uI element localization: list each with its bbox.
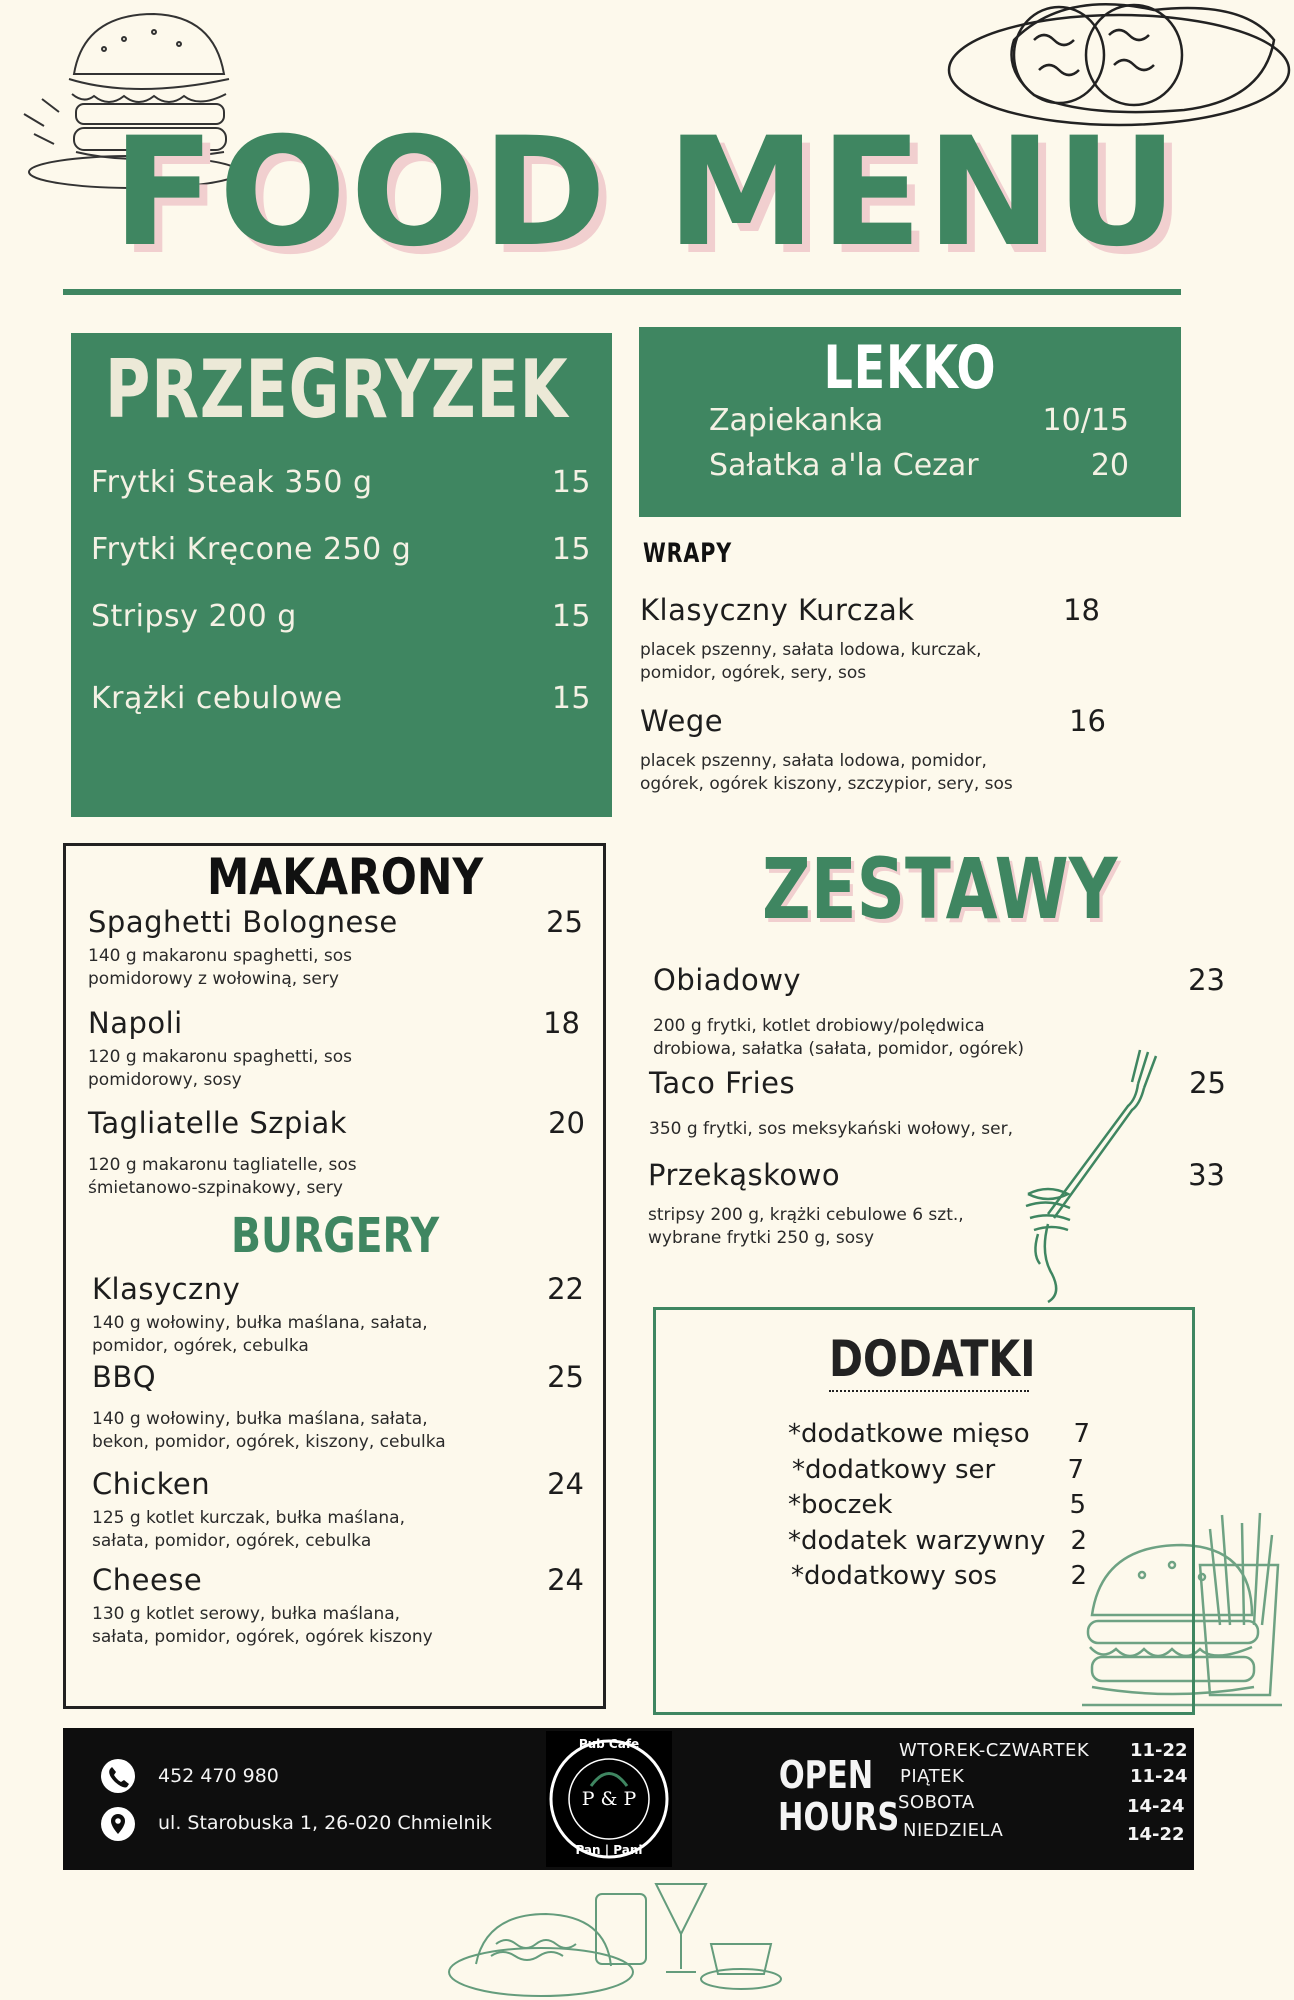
makarony-heading: MAKARONY <box>207 848 484 906</box>
food-plates-illustration <box>446 1874 786 2000</box>
logo-bottom-text: Pan | Pani <box>575 1843 643 1857</box>
lekko-heading: LEKKO <box>823 333 997 403</box>
menu-item <box>92 1360 584 1454</box>
item-price: 22 <box>547 1272 584 1306</box>
menu-item <box>88 905 583 991</box>
menu-item <box>791 1561 1087 1591</box>
item-name: Wege <box>640 704 724 738</box>
phone-number[interactable]: 452 470 980 <box>158 1765 279 1787</box>
item-name: Tagliatelle Szpiak <box>88 1106 348 1140</box>
item-price: 15 <box>551 532 591 567</box>
item-name: *dodatkowy sos <box>791 1561 997 1591</box>
item-name: Krążki cebulowe <box>91 681 343 716</box>
item-name: *boczek <box>788 1490 893 1520</box>
item-price: 20 <box>1090 448 1129 483</box>
item-price: 7 <box>1073 1419 1090 1449</box>
item-desc: 140 g makaronu spaghetti, sos <box>88 946 353 966</box>
item-price: 25 <box>1189 1066 1226 1100</box>
menu-item <box>709 448 1129 483</box>
burger-fries-illustration <box>1082 1505 1282 1715</box>
menu-item <box>88 1006 580 1092</box>
menu-item <box>92 1272 584 1358</box>
item-name: BBQ <box>92 1360 157 1394</box>
item-price: 23 <box>1188 963 1225 997</box>
item-desc: drobiowa, sałatka (sałata, pomidor, ogórek) <box>653 1039 1025 1059</box>
location-pin-icon <box>101 1807 135 1841</box>
item-name: Spaghetti Bolognese <box>88 905 398 939</box>
lekko-panel <box>639 327 1181 517</box>
przegryzek-heading: PRZEGRYZEK <box>105 343 569 436</box>
menu-item <box>788 1490 1086 1520</box>
item-name: Frytki Kręcone 250 g <box>91 532 412 567</box>
zestawy-heading: ZESTAWY <box>762 840 1118 938</box>
menu-item <box>91 599 591 634</box>
item-price: 33 <box>1188 1158 1225 1192</box>
item-price: 24 <box>547 1563 584 1597</box>
item-name: Obiadowy <box>653 963 802 997</box>
hours-time: 11-24 <box>1130 1766 1188 1787</box>
address: ul. Starobuska 1, 26-020 Chmielnik <box>158 1812 492 1834</box>
item-name: *dodatkowe mięso <box>788 1419 1030 1449</box>
item-desc: sałata, pomidor, ogórek, ogórek kiszony <box>92 1627 433 1647</box>
item-name: *dodatkowy ser <box>792 1455 996 1485</box>
item-desc: pomidor, ogórek, sery, sos <box>640 663 867 683</box>
hours-time: 14-22 <box>1127 1824 1185 1845</box>
item-desc: śmietanowo-szpinakowy, sery <box>88 1178 343 1198</box>
item-name: Klasyczny <box>92 1272 241 1306</box>
menu-item <box>88 1106 585 1200</box>
item-desc: 140 g wołowiny, bułka maślana, sałata, <box>92 1313 428 1333</box>
item-price: 15 <box>551 465 591 500</box>
logo-mid-text: P & P <box>581 1788 637 1810</box>
hours-day: PIĄTEK <box>900 1766 965 1787</box>
item-desc: pomidorowy, sosy <box>88 1070 242 1090</box>
hours-day: SOBOTA <box>898 1792 975 1813</box>
item-price: 15 <box>551 681 591 716</box>
item-price: 2 <box>1070 1561 1087 1591</box>
fork-spaghetti-illustration <box>1008 1044 1158 1304</box>
open-hours-label <box>778 1753 900 1839</box>
item-desc: ogórek, ogórek kiszony, szczypior, sery, sos <box>640 774 1013 794</box>
menu-item <box>788 1526 1087 1556</box>
item-desc: bekon, pomidor, ogórek, kiszony, cebulka <box>92 1432 446 1452</box>
item-desc: placek pszenny, sałata lodowa, kurczak, <box>640 640 982 660</box>
item-price: 10/15 <box>1042 403 1129 438</box>
item-desc: 130 g kotlet serowy, bułka maślana, <box>92 1604 401 1624</box>
item-name: Taco Fries <box>649 1066 796 1100</box>
item-price: 24 <box>547 1467 584 1501</box>
item-name: Sałatka a'la Cezar <box>709 448 979 483</box>
item-price: 2 <box>1070 1526 1087 1556</box>
item-desc: pomidorowy z wołowiną, sery <box>88 969 339 989</box>
item-desc: 125 g kotlet kurczak, bułka maślana, <box>92 1508 405 1528</box>
item-desc: 350 g frytki, sos meksykański wołowy, ser, <box>649 1119 1014 1139</box>
logo-top-text: Pub Cafe <box>578 1737 640 1751</box>
item-price: 25 <box>546 905 583 939</box>
burgery-heading: BURGERY <box>231 1208 440 1264</box>
title-divider <box>63 289 1181 295</box>
dodatki-heading: DODATKI <box>829 1330 1036 1388</box>
pub-cafe-logo <box>546 1731 672 1867</box>
item-name: *dodatek warzywny <box>788 1526 1046 1556</box>
menu-item <box>92 1563 584 1649</box>
item-price: 7 <box>1067 1455 1084 1485</box>
item-desc: 120 g makaronu spaghetti, sos <box>88 1047 353 1067</box>
menu-item <box>91 532 591 567</box>
hours-time: 11-22 <box>1130 1740 1188 1761</box>
item-price: 16 <box>1069 704 1106 738</box>
item-name: Zapiekanka <box>709 403 884 438</box>
item-desc: stripsy 200 g, krążki cebulowe 6 szt., <box>648 1205 964 1225</box>
menu-item <box>640 593 1100 685</box>
item-desc: 120 g makaronu tagliatelle, sos <box>88 1155 357 1175</box>
item-desc: pomidor, ogórek, cebulka <box>92 1336 309 1356</box>
open-line2: HOURS <box>778 1795 900 1839</box>
item-name: Stripsy 200 g <box>91 599 297 634</box>
menu-item <box>788 1419 1090 1449</box>
item-desc: wybrane frytki 250 g, sosy <box>648 1228 875 1248</box>
item-desc: 200 g frytki, kotlet drobiowy/polędwica <box>653 1016 985 1036</box>
item-price: 25 <box>547 1360 584 1394</box>
item-desc: sałata, pomidor, ogórek, cebulka <box>92 1531 372 1551</box>
menu-item <box>91 681 591 716</box>
item-name: Przekąskowo <box>648 1158 841 1192</box>
hours-time: 14-24 <box>1127 1796 1185 1817</box>
dodatki-underline <box>829 1390 1029 1392</box>
item-desc: 140 g wołowiny, bułka maślana, sałata, <box>92 1409 428 1429</box>
item-price: 5 <box>1069 1490 1086 1520</box>
item-name: Frytki Steak 350 g <box>91 465 373 500</box>
menu-item <box>640 704 1106 796</box>
item-name: Cheese <box>92 1563 203 1597</box>
item-desc: placek pszenny, sałata lodowa, pomidor, <box>640 751 987 771</box>
footer-bar <box>63 1728 1194 1870</box>
page-title: FOOD MENU <box>112 106 1182 280</box>
phone-icon <box>101 1759 135 1793</box>
menu-item <box>91 465 591 500</box>
item-name: Napoli <box>88 1006 183 1040</box>
hours-day: NIEDZIELA <box>903 1820 1004 1841</box>
menu-item <box>792 1455 1084 1485</box>
menu-item <box>709 403 1129 438</box>
item-name: Chicken <box>92 1467 211 1501</box>
przegryzek-panel <box>71 333 612 817</box>
open-line1: OPEN <box>778 1753 874 1797</box>
wrapy-heading: WRAPY <box>643 538 732 569</box>
menu-item <box>92 1467 584 1553</box>
item-name: Klasyczny Kurczak <box>640 593 915 627</box>
item-price: 20 <box>548 1106 585 1140</box>
item-price: 18 <box>543 1006 580 1040</box>
item-price: 15 <box>551 599 591 634</box>
item-price: 18 <box>1063 593 1100 627</box>
hours-day: WTOREK-CZWARTEK <box>899 1740 1090 1761</box>
